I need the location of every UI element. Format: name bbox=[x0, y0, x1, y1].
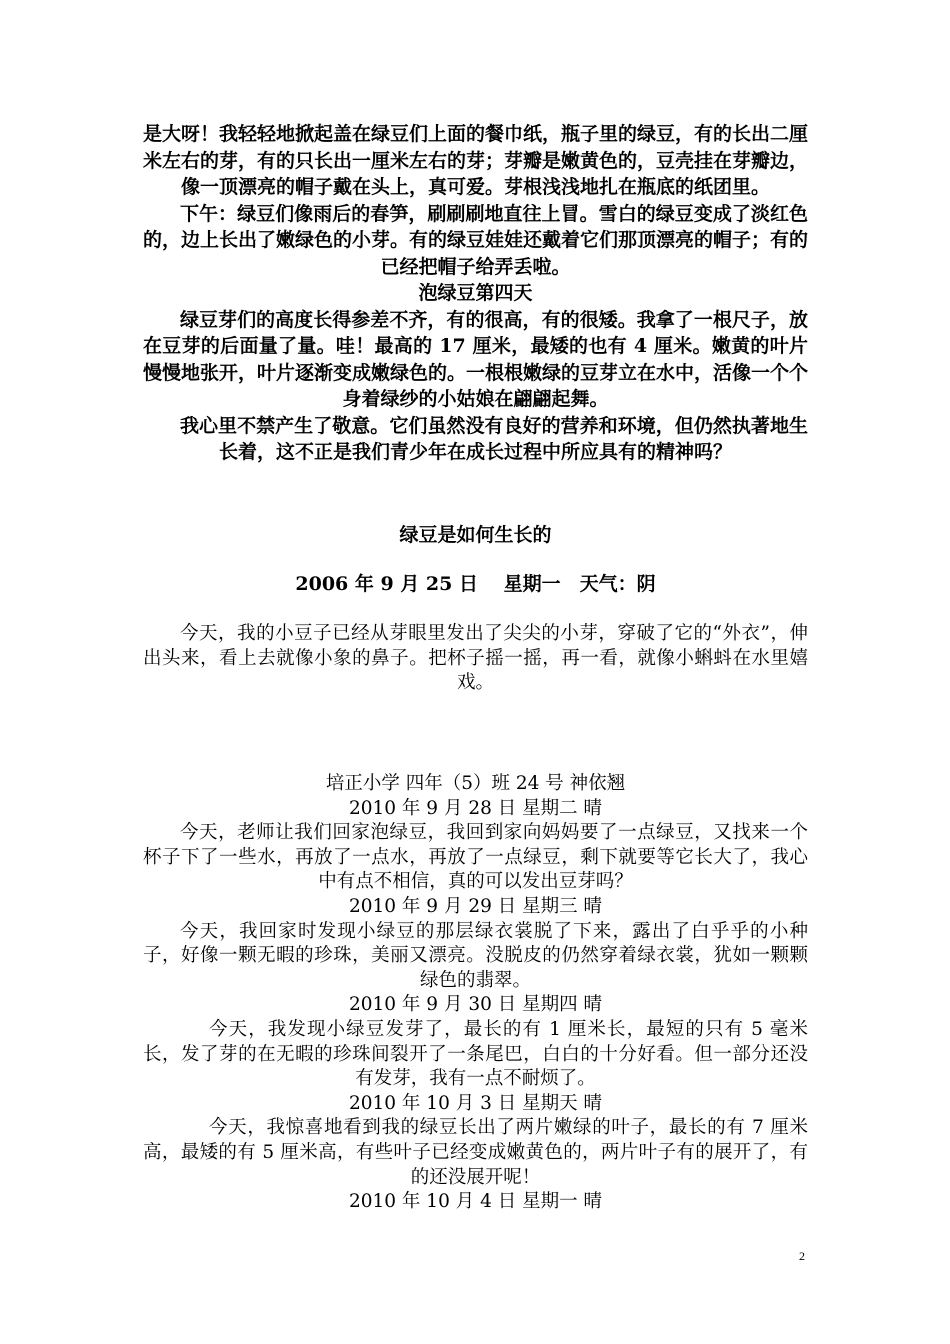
diary-section-bold bbox=[143, 121, 808, 466]
page-number: 2 bbox=[799, 1249, 805, 1263]
entry-text: 今天，我发现小绿豆发芽了，最长的有 1 厘米长，最短的只有 5 毫米长，发了芽的在无暇的珍珠间裂开了一条尾巴，白白的十分好看。但一部分还没有发芽，我有一点不耐烦了。 bbox=[143, 1018, 808, 1090]
paragraph: 我心里不禁产生了敬意。它们虽然没有良好的营养和环境，但仍然执著地生长着，这不正是我们青少年在成长过程中所应具有的精神吗？ bbox=[180, 414, 808, 463]
section-heading: 泡绿豆第四天 bbox=[418, 282, 533, 304]
diary-section-regular bbox=[143, 772, 808, 1215]
diary-entry bbox=[143, 622, 808, 696]
paragraph: 绿豆芽们的高度长得参差不齐，有的很高，有的很矮。我拿了一根尺子，放在豆芽的后面量了量。哇！最高的 17 厘米，最矮的也有 4 厘米。嫩黄的叶片慢慢地张开，叶片逐渐变成嫩绿色的。一根根嫩绿的豆芽立在水中，活像一个个身着绿纱的小姑娘在翩翩起舞。 bbox=[143, 308, 809, 410]
paragraph: 下午：绿豆们像雨后的春笋，刷刷刷地直往上冒。雪白的绿豆变成了淡红色的，边上长出了嫩绿色的小芽。有的绿豆娃娃还戴着它们那顶漂亮的帽子；有的已经把帽子给弄丢啦。 bbox=[143, 202, 809, 278]
entry-date: 2010 年 10 月 4 日 星期一 晴 bbox=[348, 1191, 603, 1213]
entry-text: 今天，我回家时发现小绿豆的那层绿衣裳脱了下来，露出了白乎乎的小种子，好像一颗无暇的珍珠，美丽又漂亮。没脱皮的仍然穿着绿衣裳，犹如一颗颗绿色的翡翠。 bbox=[143, 920, 808, 991]
entry-text: 今天，我惊喜地看到我的绿豆长出了两片嫩绿的叶子，最长的有 7 厘米高，最矮的有 5 厘米高，有些叶子已经变成嫩黄色的，两片叶子有的展开了，有的还没展开呢！ bbox=[143, 1117, 808, 1188]
entry-date: 2010 年 9 月 30 日 星期四 晴 bbox=[348, 994, 603, 1016]
author-line: 培正小学 四年（5）班 24 号 神依翘 bbox=[325, 773, 626, 794]
article-title: 绿豆是如何生长的 bbox=[399, 524, 552, 546]
entry-date: 2010 年 9 月 29 日 星期三 晴 bbox=[348, 895, 603, 917]
entry-text: 今天，老师让我们回家泡绿豆，我回到家向妈妈要了一点绿豆，又找来一个杯子下了一些水，再放了一点水，再放了一点绿豆，剩下就要等它长大了，我心中有点不相信，真的可以发出豆芽吗？ bbox=[143, 822, 808, 893]
entry-date: 2010 年 10 月 3 日 星期天 晴 bbox=[348, 1092, 603, 1114]
paragraph: 今天，我的小豆子已经从芽眼里发出了尖尖的小芽，穿破了它的“外衣”，伸出头来，看上去就像小象的鼻子。把杯子摇一摇，再一看，就像小蝌蚪在水里嬉戏。 bbox=[143, 623, 808, 694]
entry-date: 2010 年 9 月 28 日 星期二 晴 bbox=[348, 797, 603, 819]
paragraph: 是大呀！我轻轻地掀起盖在绿豆们上面的餐巾纸，瓶子里的绿豆，有的长出二厘米左右的芽，有的只长出一厘米左右的芽；芽瓣是嫩黄色的，豆壳挂在芽瓣边，像一顶漂亮的帽子戴在头上，真可爱。芽根浅浅地扎在瓶底的纸团里。 bbox=[143, 123, 809, 198]
date-line: 2006 年 9 月 25 日 星期一 天气：阴 bbox=[295, 573, 656, 595]
